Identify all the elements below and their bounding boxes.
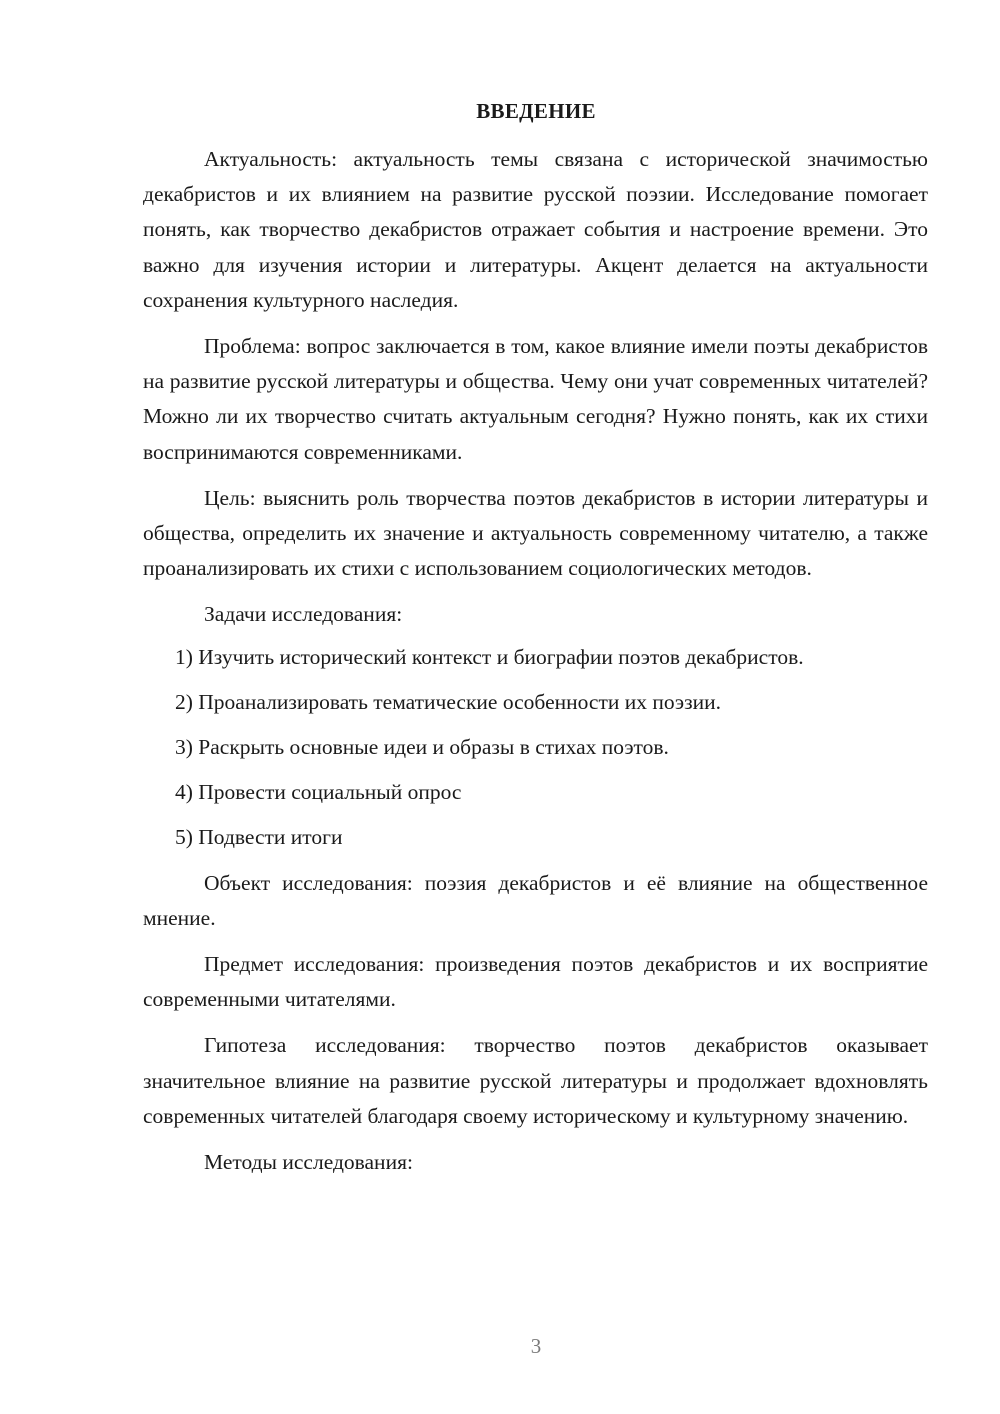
document-body <box>143 142 928 1191</box>
goal-paragraph: Цель: выяснить роль творчества поэтов декабристов в истории литературы и общества, определить их значение и актуальность современному читателю, а также проанализировать их стихи с использованием социологических методов. <box>143 485 928 581</box>
problem-paragraph: Проблема: вопрос заключается в том, какое влияние имели поэты декабристов на развитие русской литературы и общества. Чему они учат современных читателей? Можно ли их творчество считать актуальным сегодня? Нужно понять, как их стихи воспринимаются современниками. <box>143 334 928 464</box>
list-item: 1) Изучить исторический контекст и биографии поэтов декабристов. <box>175 644 804 669</box>
subject-paragraph: Предмет исследования: произведения поэтов декабристов и их восприятие современными читателями. <box>143 952 928 1012</box>
list-item: 3) Раскрыть основные идеи и образы в стихах поэтов. <box>175 735 669 760</box>
tasks-heading: Задачи исследования: <box>204 602 403 627</box>
relevance-paragraph: Актуальность: актуальность темы связана с исторической значимостью декабристов и их влиянием на развитие русской поэзии. Исследование помогает понять, как творчество декабристов отражает события и настроение времени. Это важно для изучения истории и литературы. Акцент делается на актуальности сохранения культурного наследия. <box>143 147 928 312</box>
list-item: 2) Проанализировать тематические особенности их поэзии. <box>175 689 721 714</box>
methods-heading: Методы исследования: <box>204 1150 413 1175</box>
object-paragraph: Объект исследования: поэзия декабристов и её влияние на общественное мнение. <box>143 870 928 930</box>
list-item: 4) Провести социальный опрос <box>175 780 462 805</box>
hypothesis-paragraph: Гипотеза исследования: творчество поэтов декабристов оказывает значительное влияние на развитие русской литературы и продолжает вдохновлять современных читателей благодаря своему историческому и культурному значению. <box>143 1033 928 1128</box>
page-number: 3 <box>530 1334 542 1358</box>
tasks-list <box>143 640 928 856</box>
page-title: ВВЕДЕНИЕ <box>476 99 596 123</box>
list-item: 5) Подвести итоги <box>175 825 343 850</box>
